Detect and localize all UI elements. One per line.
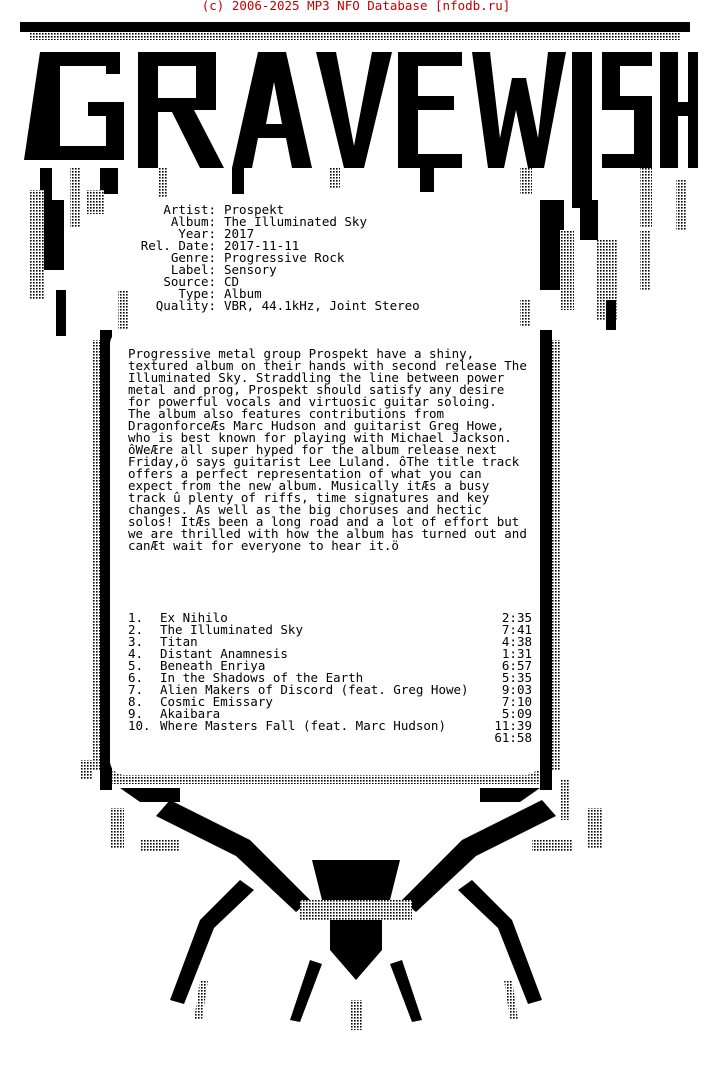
description-paragraph: The album also features contributions from DragonforceÆs Marc Hudson and guitarist Greg Howe, who is best known for playing with Michael Jackson.	[128, 406, 512, 445]
track-number: 6.	[128, 670, 144, 685]
release-key: Artist:	[163, 202, 216, 217]
release-key: Type:	[178, 286, 216, 301]
track-duration: 4:38	[501, 634, 532, 649]
track-title: Cosmic Emissary	[160, 694, 273, 709]
release-row	[128, 276, 420, 288]
track-duration: 6:57	[501, 658, 532, 673]
track-number: 3.	[128, 634, 144, 649]
track-number: 4.	[128, 646, 144, 661]
release-info	[128, 204, 420, 312]
release-value: CD	[224, 274, 240, 289]
release-value: The Illuminated Sky	[224, 214, 367, 229]
track-title: In the Shadows of the Earth	[160, 670, 364, 685]
bottom-ornament	[80, 760, 602, 1030]
release-row	[128, 216, 420, 228]
track-title: Beneath Enriya	[160, 658, 266, 673]
track-number: 10.	[128, 718, 151, 733]
track-title: Alien Makers of Discord (feat. Greg Howe)	[160, 682, 469, 697]
total-row	[128, 732, 532, 744]
track-title: Akaibara	[160, 706, 221, 721]
track-duration: 2:35	[501, 610, 532, 625]
track-duration: 11:39	[494, 718, 532, 733]
release-value: 2017	[224, 226, 255, 241]
release-value: Album	[224, 286, 262, 301]
release-value: Prospekt	[224, 202, 285, 217]
release-value: VBR, 44.1kHz, Joint Stereo	[224, 298, 420, 313]
track-number: 5.	[128, 658, 144, 673]
track-title: Distant Anamnesis	[160, 646, 288, 661]
logo-gravewish	[20, 22, 698, 228]
release-key: Label:	[170, 262, 216, 277]
release-key: Rel. Date:	[140, 238, 216, 253]
track-duration: 9:03	[501, 682, 532, 697]
track-duration: 1:31	[501, 646, 532, 661]
track-number: 1.	[128, 610, 144, 625]
track-title: Where Masters Fall (feat. Marc Hudson)	[160, 718, 446, 733]
release-key: Source:	[163, 274, 216, 289]
track-title: Ex Nihilo	[160, 610, 228, 625]
track-title: Titan	[160, 634, 198, 649]
release-description	[128, 348, 532, 552]
track-title: The Illuminated Sky	[160, 622, 303, 637]
description-paragraph: ôWeÆre all super hyped for the album release next Friday,ö says guitarist Lee Luland. ôThe title track offers a perfect representation of what you can expect from the new album. Musically itÆs a busy track û plenty of riffs, time signatures and key changes. As well as the big choruses and hectic solos! ItÆs been a long road and a lot of effort but we are thrilled with how the album has turned out and canÆt wait for everyone to hear it.ö	[128, 442, 527, 553]
track-duration: 7:41	[501, 622, 532, 637]
track-duration: 5:35	[501, 670, 532, 685]
release-row	[128, 300, 420, 312]
release-key: Genre:	[170, 250, 216, 265]
track-number: 9.	[128, 706, 144, 721]
release-key: Album:	[170, 214, 216, 229]
credit-line[interactable]: (c) 2006-2025 MP3 NFO Database [nfodb.ru]	[201, 0, 511, 13]
release-value: Progressive Rock	[224, 250, 345, 265]
release-value: Sensory	[224, 262, 277, 277]
release-key: Year:	[178, 226, 216, 241]
release-key: Quality:	[155, 298, 216, 313]
track-number: 2.	[128, 622, 144, 637]
track-duration: 7:10	[501, 694, 532, 709]
total-spacer	[128, 732, 488, 744]
tracklist	[128, 612, 532, 744]
track-duration: 5:09	[501, 706, 532, 721]
total-duration: 61:58	[494, 730, 532, 745]
release-value: 2017-11-11	[224, 238, 300, 253]
track-number: 7.	[128, 682, 144, 697]
track-row	[128, 720, 532, 732]
track-number: 8.	[128, 694, 144, 709]
description-paragraph: Progressive metal group Prospekt have a shiny, textured album on their hands with second release The Illuminated Sky. Straddling the line between power metal and prog, Prospekt should satisfy any desire for powerful vocals and virtuosic guitar soloing.	[128, 346, 527, 409]
